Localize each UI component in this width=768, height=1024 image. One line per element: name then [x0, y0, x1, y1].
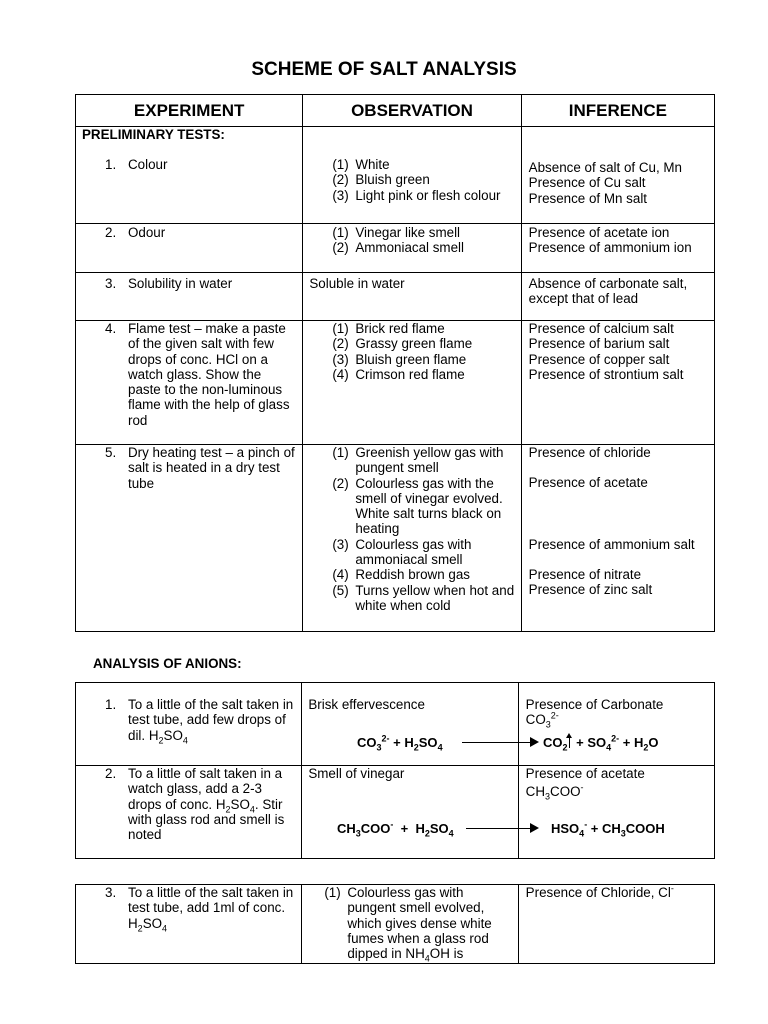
obs-number: (2)	[332, 336, 349, 352]
inference-cell	[521, 127, 714, 224]
observation-cell	[302, 683, 518, 766]
obs-number: (2)	[332, 172, 349, 188]
inference-cell	[518, 683, 714, 766]
gas-evolved-icon	[569, 736, 570, 748]
obs-number: (3)	[332, 351, 349, 367]
experiment-cell	[76, 683, 302, 766]
experiment-text: Odour	[128, 225, 166, 240]
reaction-arrow-line	[462, 742, 532, 743]
obs-text: Colourless gas with ammoniacal smell	[355, 536, 472, 568]
experiment-text: Flame test – make a paste of the given salt with few drops of conc. HCl on a watch glass. Show the paste to the non-luminous flame with the help of glass rod	[128, 321, 290, 428]
row-number: 1.	[105, 157, 117, 172]
inference-cell	[521, 445, 714, 632]
inference-cell	[518, 766, 714, 859]
inference-text: Presence of Cu salt	[528, 175, 646, 191]
inference-cell	[521, 273, 714, 321]
obs-number: (2)	[332, 475, 349, 491]
inference-text: Presence of Mn salt	[528, 190, 648, 206]
obs-text: Ammoniacal smell	[355, 240, 464, 256]
obs-text: Turns yellow when hot and white when cold	[355, 582, 515, 613]
obs-text: Bluish green	[355, 172, 430, 188]
experiment-text: To a little of the salt taken in test tube, add few drops of dil. $H_2SO_4$	[128, 697, 294, 746]
equation-1-products: $CO_2 + SO_4^{2-} + H_2O$	[543, 733, 659, 753]
inference-text: Presence of calcium salt	[528, 321, 674, 336]
obs-text: White	[355, 157, 390, 172]
inference-text: Presence of acetate ion	[528, 225, 670, 240]
preliminary-tests-table	[75, 94, 715, 632]
observation-cell	[303, 273, 521, 321]
experiment-text: Dry heating test – a pinch of salt is heated in a dry test tube	[128, 445, 295, 491]
row-number: 4.	[105, 321, 117, 336]
header-inference: INFERENCE	[521, 95, 714, 127]
obs-number: (1)	[332, 225, 349, 240]
observation-cell	[302, 885, 518, 964]
row-number: 3.	[105, 276, 117, 291]
experiment-text: Solubility in water	[128, 276, 233, 291]
obs-text: Greenish yellow gas with pungent smell	[355, 445, 504, 476]
observation-cell	[302, 766, 518, 859]
experiment-cell	[76, 766, 302, 859]
obs-text: Reddish brown gas	[355, 567, 470, 583]
obs-number: (1)	[332, 445, 349, 460]
inference-cell	[521, 321, 714, 445]
inference-text: Presence of ammonium ion	[528, 240, 692, 256]
obs-number: (4)	[332, 366, 349, 382]
equation-2-reactants: $CH_3COO^- + H_2SO_4$	[337, 819, 454, 839]
preliminary-tests-label: PRELIMINARY TESTS:	[82, 127, 225, 142]
anions-table-continued	[75, 884, 715, 964]
experiment-text: To a little of the salt taken in test tube, add 1ml of conc. $H_2SO_4$	[128, 885, 294, 934]
obs-text: Crimson red flame	[355, 366, 465, 382]
obs-text: Smell of vinegar	[308, 766, 405, 781]
experiment-cell	[76, 445, 303, 632]
obs-text: Brick red flame	[355, 321, 445, 336]
inference-text: Absence of carbonate salt, except that of lead	[528, 276, 688, 307]
equation-2-products: $HSO_4^-$ + $CH_3COOH$	[551, 819, 665, 839]
anions-section-label: ANALYSIS OF ANIONS:	[93, 656, 242, 671]
obs-text: Soluble in water	[309, 276, 405, 291]
inference-text: Presence of acetate	[525, 766, 645, 781]
inference-text: Presence of strontium salt	[528, 366, 684, 382]
obs-number: (2)	[332, 240, 349, 256]
page-title: SCHEME OF SALT ANALYSIS	[251, 59, 517, 80]
obs-text: Colourless gas with pungent smell evolved, which gives dense white fumes when a glass rod dipped in $NH_4OH$ is	[347, 885, 492, 964]
obs-number: (1)	[332, 157, 349, 172]
row-number: 2.	[105, 225, 117, 240]
experiment-cell	[76, 885, 302, 964]
obs-number: (3)	[332, 187, 349, 203]
obs-text: Grassy green flame	[355, 336, 473, 352]
experiment-cell	[76, 224, 303, 273]
reaction-arrow-icon	[530, 823, 539, 833]
table-row	[76, 445, 715, 632]
obs-text: Light pink or flesh colour	[355, 187, 501, 203]
row-number: 3.	[105, 885, 117, 900]
inference-text: Presence of nitrate	[528, 566, 642, 582]
table-row	[76, 683, 715, 766]
table-row	[76, 224, 715, 273]
experiment-cell	[76, 273, 303, 321]
inference-ion: $CH_3COO^-$	[525, 782, 584, 802]
table-row	[76, 127, 715, 224]
row-number: 5.	[105, 445, 117, 460]
header-experiment: EXPERIMENT	[76, 95, 303, 127]
table-row	[76, 273, 715, 321]
experiment-cell	[76, 321, 303, 445]
equation-1-reactants: $CO_3^{2-} + H_2SO_4$	[357, 733, 443, 753]
inference-text: Presence of barium salt	[528, 336, 670, 352]
inference-cell	[521, 224, 714, 273]
obs-number: (1)	[332, 321, 349, 336]
obs-text: Vinegar like smell	[355, 225, 461, 240]
observation-cell	[303, 321, 521, 445]
obs-text: Colourless gas with the smell of vinegar evolved. White salt turns black on heating	[355, 475, 503, 537]
table-row	[76, 885, 715, 964]
obs-number: (5)	[332, 582, 349, 598]
inference-text: Presence of acetate	[528, 475, 648, 491]
experiment-text: Colour	[128, 157, 168, 172]
observation-cell	[303, 445, 521, 632]
header-observation: OBSERVATION	[303, 95, 521, 127]
inference-text: Presence of chloride	[528, 445, 651, 460]
row-number: 1.	[105, 697, 117, 712]
inference-text: Presence of ammonium salt	[528, 536, 695, 552]
obs-text: Bluish green flame	[355, 351, 467, 367]
inference-text: Presence of Carbonate	[525, 697, 664, 712]
observation-cell	[303, 127, 521, 224]
experiment-text: To a little of salt taken in a watch glass, add a 2-3 drops of conc. $H_2SO_4$. Stir with glass rod and smell is noted	[128, 766, 285, 843]
obs-number: (3)	[332, 536, 349, 552]
obs-number: (1)	[324, 885, 341, 900]
experiment-cell	[76, 127, 303, 224]
inference-ion: $CO_3^{2-}$	[525, 710, 559, 730]
row-number: 2.	[105, 766, 117, 781]
table-row	[76, 766, 715, 859]
inference-text: Presence of Chloride, Cl-	[525, 883, 674, 900]
obs-text: Brisk effervescence	[308, 697, 425, 712]
reaction-arrow-icon	[530, 737, 539, 747]
inference-cell	[518, 885, 714, 964]
table-header-row	[76, 95, 715, 127]
reaction-arrow-line	[466, 828, 532, 829]
inference-text: Absence of salt of Cu, Mn	[528, 160, 682, 175]
inference-text: Presence of copper salt	[528, 351, 670, 367]
inference-text: Presence of zinc salt	[528, 582, 653, 598]
observation-cell	[303, 224, 521, 273]
obs-number: (4)	[332, 567, 349, 583]
table-row	[76, 321, 715, 445]
